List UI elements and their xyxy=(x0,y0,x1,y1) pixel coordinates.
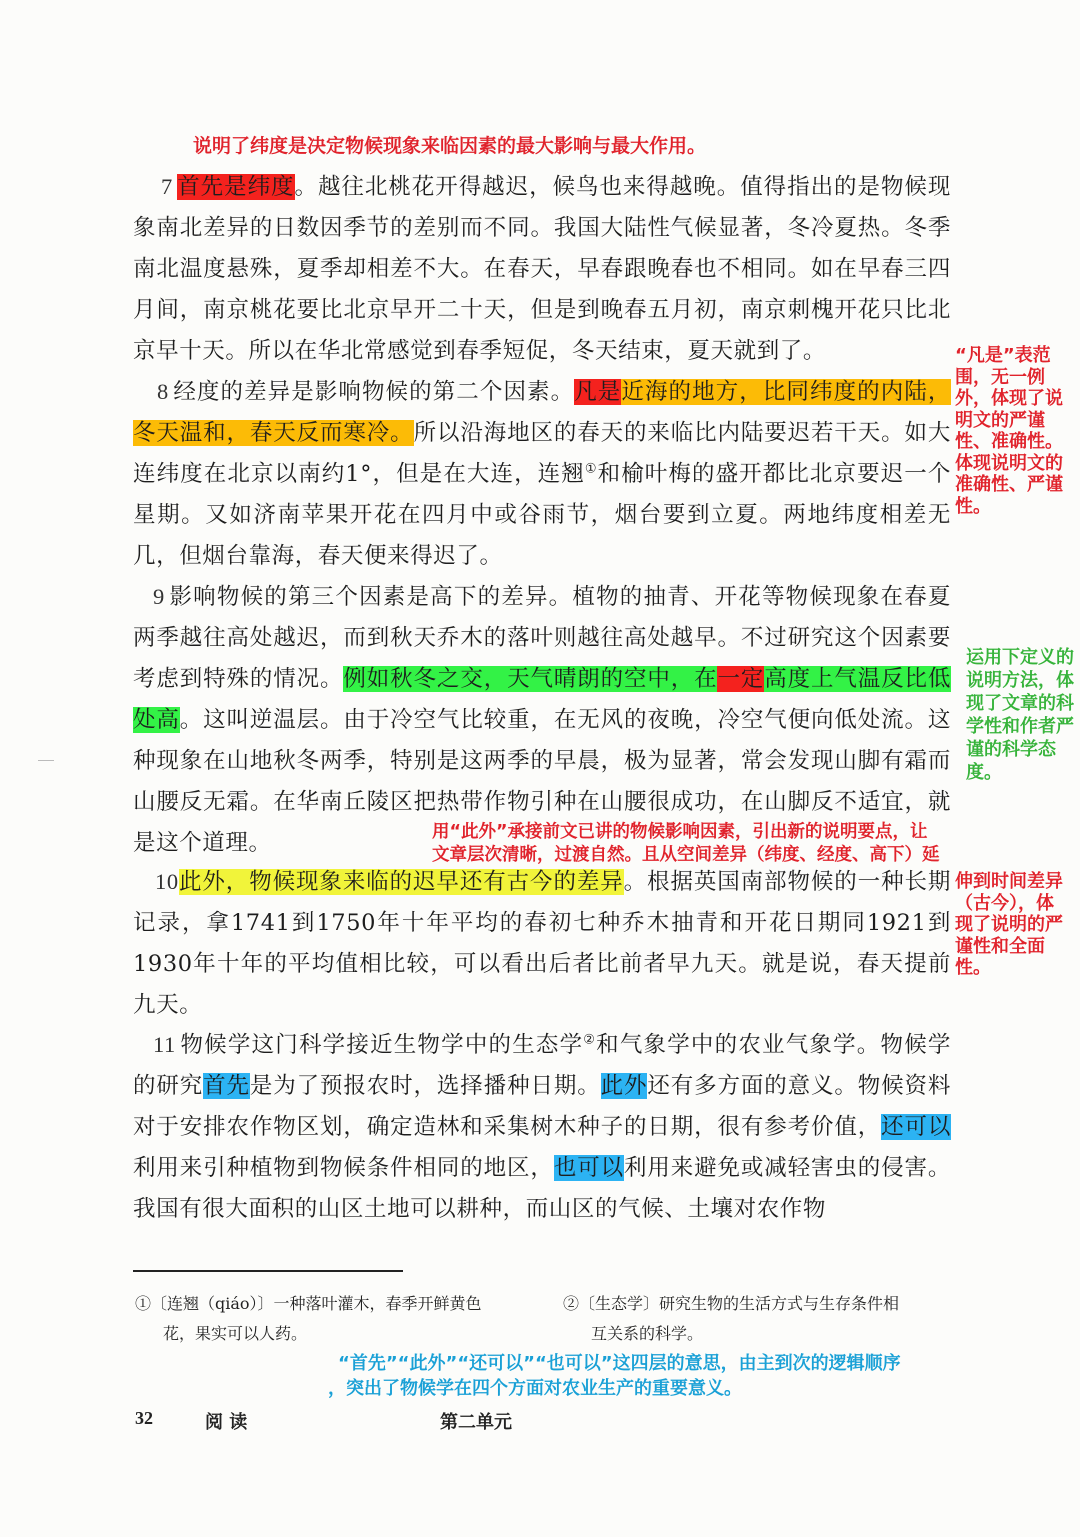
footnote-2 xyxy=(563,1289,963,1349)
highlight-green: 高度上气温反比低处高 xyxy=(133,666,951,733)
highlight-yellow: 此外，物候现象来临的迟早还有古今的差异 xyxy=(178,869,624,895)
annotation-right-3-line1: 用“此外”承接前文已讲的物候影响因素，引出新的说明要点，让 xyxy=(432,822,928,842)
paragraph-text: 。根据英国南部物候的一种长期记录，拿1741到1750年十年平均的春初七种乔木抽青和开花日期同1921到1930年十年的平均值相比较，可以看出后者比前者早九天。就是说，春天提前九天。 xyxy=(133,869,951,1018)
annotation-right-1: “凡是”表范围，无一例外，体现了说明文的严谨性、准确性。体现说明文的准确性、严谨性。 xyxy=(955,345,1063,517)
paragraph-text: 利用来避免或减轻害虫的侵害。我国有很大面积的山区土地可以耕种，而山区的气候、土壤对农作物 xyxy=(133,1155,951,1222)
highlight-red: 首先是纬度 xyxy=(176,174,295,200)
paragraph-text: 影响物候的第三个因素是高下的差异。植物的抽青、开花等物候现象在春夏两季越往高处越迟，而到秋天乔木的落叶则越往高处越早。不过研究这个因素要考虑到特殊的情况。 xyxy=(133,584,951,692)
paragraph-number: 10 xyxy=(155,869,179,894)
annotation-top: 说明了纬度是决定物候现象来临因素的最大影响与最大作用。 xyxy=(193,135,707,157)
paragraph-text: 。越往北桃花开得越迟，候鸟也来得越晚。值得指出的是物候现象南北差异的日数因季节的差别而不同。我国大陆性气候显著，冬冷夏热。冬季南北温度悬殊，夏季却相差不大。在春天，早春跟晚春也不相同。如在早春三四月间，南京桃花要比北京早开二十天，但是到晚春五月初，南京刺槐开花只比北京早十天。所以在华北常感觉到春季短促，冬天结束，夏天就到了。 xyxy=(133,174,951,364)
footer-unit: 第二单元 xyxy=(440,1412,512,1433)
paragraph-8 xyxy=(133,371,951,577)
paragraph-number: 11 xyxy=(153,1032,176,1057)
page-number: 32 xyxy=(135,1408,153,1428)
highlight-red: 一定 xyxy=(717,666,765,692)
highlight-blue: 也可以 xyxy=(553,1155,624,1181)
annotation-right-2: 运用下定义的说明方法，体现了文章的科学性和作者严谨的科学态度。 xyxy=(966,647,1074,783)
paragraph-7 xyxy=(133,166,951,372)
highlight-red: 凡是 xyxy=(574,379,622,405)
footnote-marker: ① xyxy=(584,461,598,477)
annotation-right-3-line2: 文章层次清晰，过渡自然。且从空间差异（纬度、经度、高下）延 xyxy=(432,845,940,865)
annotation-right-3-side: 伸到时间差异（古今），体现了说明的严谨性和全面性。 xyxy=(955,871,1063,978)
paragraph-text: 还有多方面的意义。物候资料对于安排农作物区划，确定造林和采集树木种子的日期，很有参考价值， xyxy=(133,1073,951,1140)
highlight-orange: 近海的地方，比同纬度的内陆，冬天温和，春天反而寒冷。 xyxy=(133,379,952,446)
footer-section: 阅 读 xyxy=(205,1412,248,1433)
highlight-green: 例如秋冬之交，天气晴朗的空中，在 xyxy=(343,666,718,692)
footnote-line: 互关系的科学。 xyxy=(591,1324,704,1343)
paragraph-text: 和榆叶梅的盛开都比北京要迟一个星期。又如济南苹果开花在四月中或谷雨节，烟台要到立夏。两地纬度相差无几，但烟台靠海，春天便来得迟了。 xyxy=(133,461,951,569)
paragraph-10 xyxy=(133,861,951,1026)
paragraph-text: 物候学这门科学接近生物学中的生态学 xyxy=(179,1032,584,1058)
paragraph-number: 7 xyxy=(161,174,173,199)
annotation-bottom-line2: ，突出了物候学在四个方面对农业生产的重要意义。 xyxy=(328,1378,742,1399)
footnote-marker: ② xyxy=(583,1032,597,1048)
footnote-line: ①〔连翘（qiáo）〕一种落叶灌木，春季开鲜黄色 xyxy=(135,1294,482,1313)
paragraph-text: 。这叫逆温层。由于冷空气比较重，在无风的夜晚，冷空气便向低处流。这种现象在山地秋冬两季，特别是这两季的早晨，极为显著，常会发现山脚有霜而山腰反无霜。在华南丘陵区把热带作物引种在山腰很成功，在山脚反不适宜，就是这个道理。 xyxy=(133,707,951,856)
paragraph-number: 8 xyxy=(157,379,169,404)
highlight-blue: 首先 xyxy=(203,1073,250,1099)
paragraph-number: 9 xyxy=(153,584,165,609)
footnote-rule xyxy=(133,1270,403,1272)
highlight-blue: 还可以 xyxy=(881,1114,951,1140)
margin-mark xyxy=(38,760,54,761)
paragraph-11 xyxy=(133,1024,951,1230)
paragraph-9 xyxy=(133,576,951,864)
paragraph-text: 是为了预报农时，选择播种日期。 xyxy=(249,1073,601,1099)
paragraph-text: 利用来引种植物到物候条件相同的地区， xyxy=(133,1155,554,1181)
footnote-line: ②〔生态学〕研究生物的生活方式与生存条件相 xyxy=(563,1294,900,1313)
annotation-bottom-line1: “首先”“此外”“还可以”“也可以”这四层的意思，由主到次的逻辑顺序 xyxy=(338,1353,901,1374)
footnote-1 xyxy=(135,1289,535,1349)
footnote-line: 花，果实可以人药。 xyxy=(163,1324,308,1343)
paragraph-text: 经度的差异是影响物候的第二个因素。 xyxy=(172,379,575,405)
paragraph-text: 和气象学中的农业气象学。物候学的研究 xyxy=(133,1032,951,1099)
highlight-blue: 此外 xyxy=(600,1073,648,1099)
paragraph-text: 所以沿海地区的春天的来临比内陆要迟若干天。如大连纬度在北京以南约1°，但是在大连，连翘 xyxy=(133,420,952,487)
